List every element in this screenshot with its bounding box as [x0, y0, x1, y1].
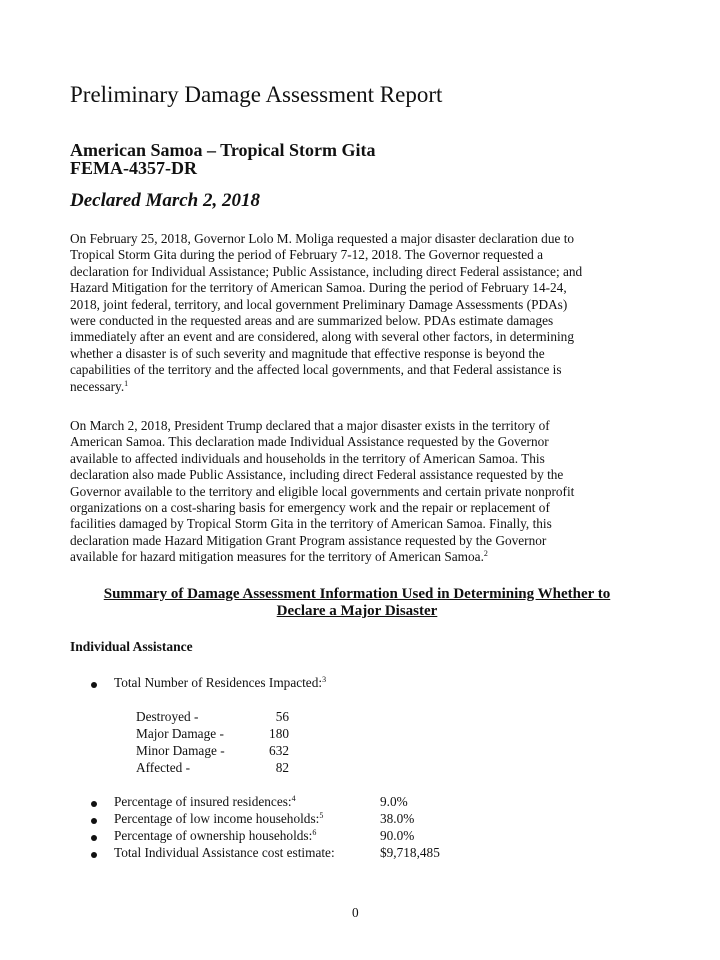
paragraph-line: whether a disaster is of such severity and magnitude that effective response is beyond the [70, 345, 545, 361]
residences-impacted-text: Total Number of Residences Impacted: [114, 675, 323, 690]
paragraph-line: immediately after an event and are considered, along with several other factors, in determining [70, 329, 574, 345]
paragraph-line: Governor available to the territory and eligible local governments and certain private nonprofit [70, 483, 575, 499]
individual-assistance-heading: Individual Assistance [70, 639, 193, 654]
paragraph-line: organizations on a cost-sharing basis for emergency work and the repair or replacement of [70, 500, 550, 516]
stat-value-ownership: 90.0% [380, 828, 415, 843]
paragraph-line: 2018, joint federal, territory, and local government Preliminary Damage Assessments (PDAs) [70, 296, 568, 312]
stat-label-low-income [114, 811, 323, 827]
stat-label-text: Percentage of ownership households: [114, 828, 313, 843]
paragraph-line-text: necessary. [70, 378, 125, 394]
damage-label-destroyed: Destroyed - [136, 709, 199, 724]
paragraph-line: declaration for Individual Assistance; Public Assistance, including direct Federal assistance; and [70, 263, 583, 279]
summary-heading [70, 586, 644, 620]
stat-value-insured: 9.0% [380, 794, 408, 809]
paragraph-request [70, 231, 652, 395]
damage-label-affected: Affected - [136, 760, 191, 775]
footnote-ref: 4 [291, 794, 296, 803]
paragraph-line: Tropical Storm Gita during the period of February 7-12, 2018. The Governor requested a [70, 247, 544, 263]
damage-value-affected: 82 [275, 760, 289, 775]
subtitle-line-1: American Samoa – Tropical Storm Gita [70, 140, 376, 160]
paragraph-line: capabilities of the territory and the affected local governments, and that Federal assistance is [70, 362, 562, 378]
stat-label-text: Total Individual Assistance cost estimate: [114, 845, 335, 860]
footnote-ref: 6 [312, 828, 317, 837]
damage-label-major: Major Damage - [136, 726, 224, 741]
paragraph-line: facilities damaged by Tropical Storm Gita in the territory of American Samoa. Finally, this [70, 516, 552, 532]
paragraph-line: declaration also made Public Assistance, including direct Federal assistance requested by the [70, 467, 564, 483]
paragraph-line-last [70, 549, 652, 565]
stat-label-cost-estimate [114, 845, 335, 861]
damage-value-minor: 632 [269, 743, 289, 758]
bullet-icon [91, 818, 97, 824]
paragraph-line: were conducted in the requested areas and are summarized below. PDAs estimate damages [70, 313, 554, 329]
paragraph-line-last [70, 379, 652, 395]
bullet-icon [91, 801, 97, 807]
bullet-icon [91, 682, 97, 688]
page-number: 0 [352, 905, 359, 920]
report-title: Preliminary Damage Assessment Report [70, 82, 443, 107]
paragraph-line: Hazard Mitigation for the territory of American Samoa. During the period of February 14-24, [70, 280, 567, 296]
stat-value-low-income: 38.0% [380, 811, 415, 826]
declared-date: Declared March 2, 2018 [70, 190, 260, 211]
stat-label-ownership [114, 828, 316, 844]
stat-label-insured [114, 794, 296, 810]
footnote-ref: 1 [124, 378, 129, 388]
disaster-subtitle [70, 141, 375, 177]
subtitle-line-2: FEMA-4357-DR [70, 158, 197, 178]
residences-impacted-label [114, 675, 326, 691]
stat-label-text: Percentage of insured residences: [114, 794, 292, 809]
paragraph-line: declaration made Hazard Mitigation Grant Program assistance requested by the Governor [70, 532, 547, 548]
summary-heading-line-1: Summary of Damage Assessment Information Used in Determining Whether to [103, 586, 611, 602]
damage-value-major: 180 [269, 726, 289, 741]
stat-label-text: Percentage of low income households: [114, 811, 320, 826]
paragraph-line-text: available for hazard mitigation measures for the territory of American Samoa. [70, 549, 484, 565]
paragraph-declaration [70, 418, 652, 566]
paragraph-line: On February 25, 2018, Governor Lolo M. Moliga requested a major disaster declaration due to [70, 231, 575, 246]
footnote-ref: 5 [319, 811, 324, 820]
footnote-ref: 3 [322, 675, 327, 684]
stat-value-cost-estimate: $9,718,485 [380, 845, 440, 860]
footnote-ref: 2 [483, 549, 488, 559]
paragraph-line: American Samoa. This declaration made Individual Assistance requested by the Governor [70, 434, 549, 450]
damage-value-destroyed: 56 [275, 709, 289, 724]
paragraph-line: On March 2, 2018, President Trump declared that a major disaster exists in the territory of [70, 418, 550, 433]
bullet-icon [91, 835, 97, 841]
summary-heading-line-2: Declare a Major Disaster [276, 603, 438, 619]
damage-label-minor: Minor Damage - [136, 743, 225, 758]
bullet-icon [91, 852, 97, 858]
paragraph-line: available to affected individuals and households in the territory of American Samoa. This [70, 450, 545, 466]
